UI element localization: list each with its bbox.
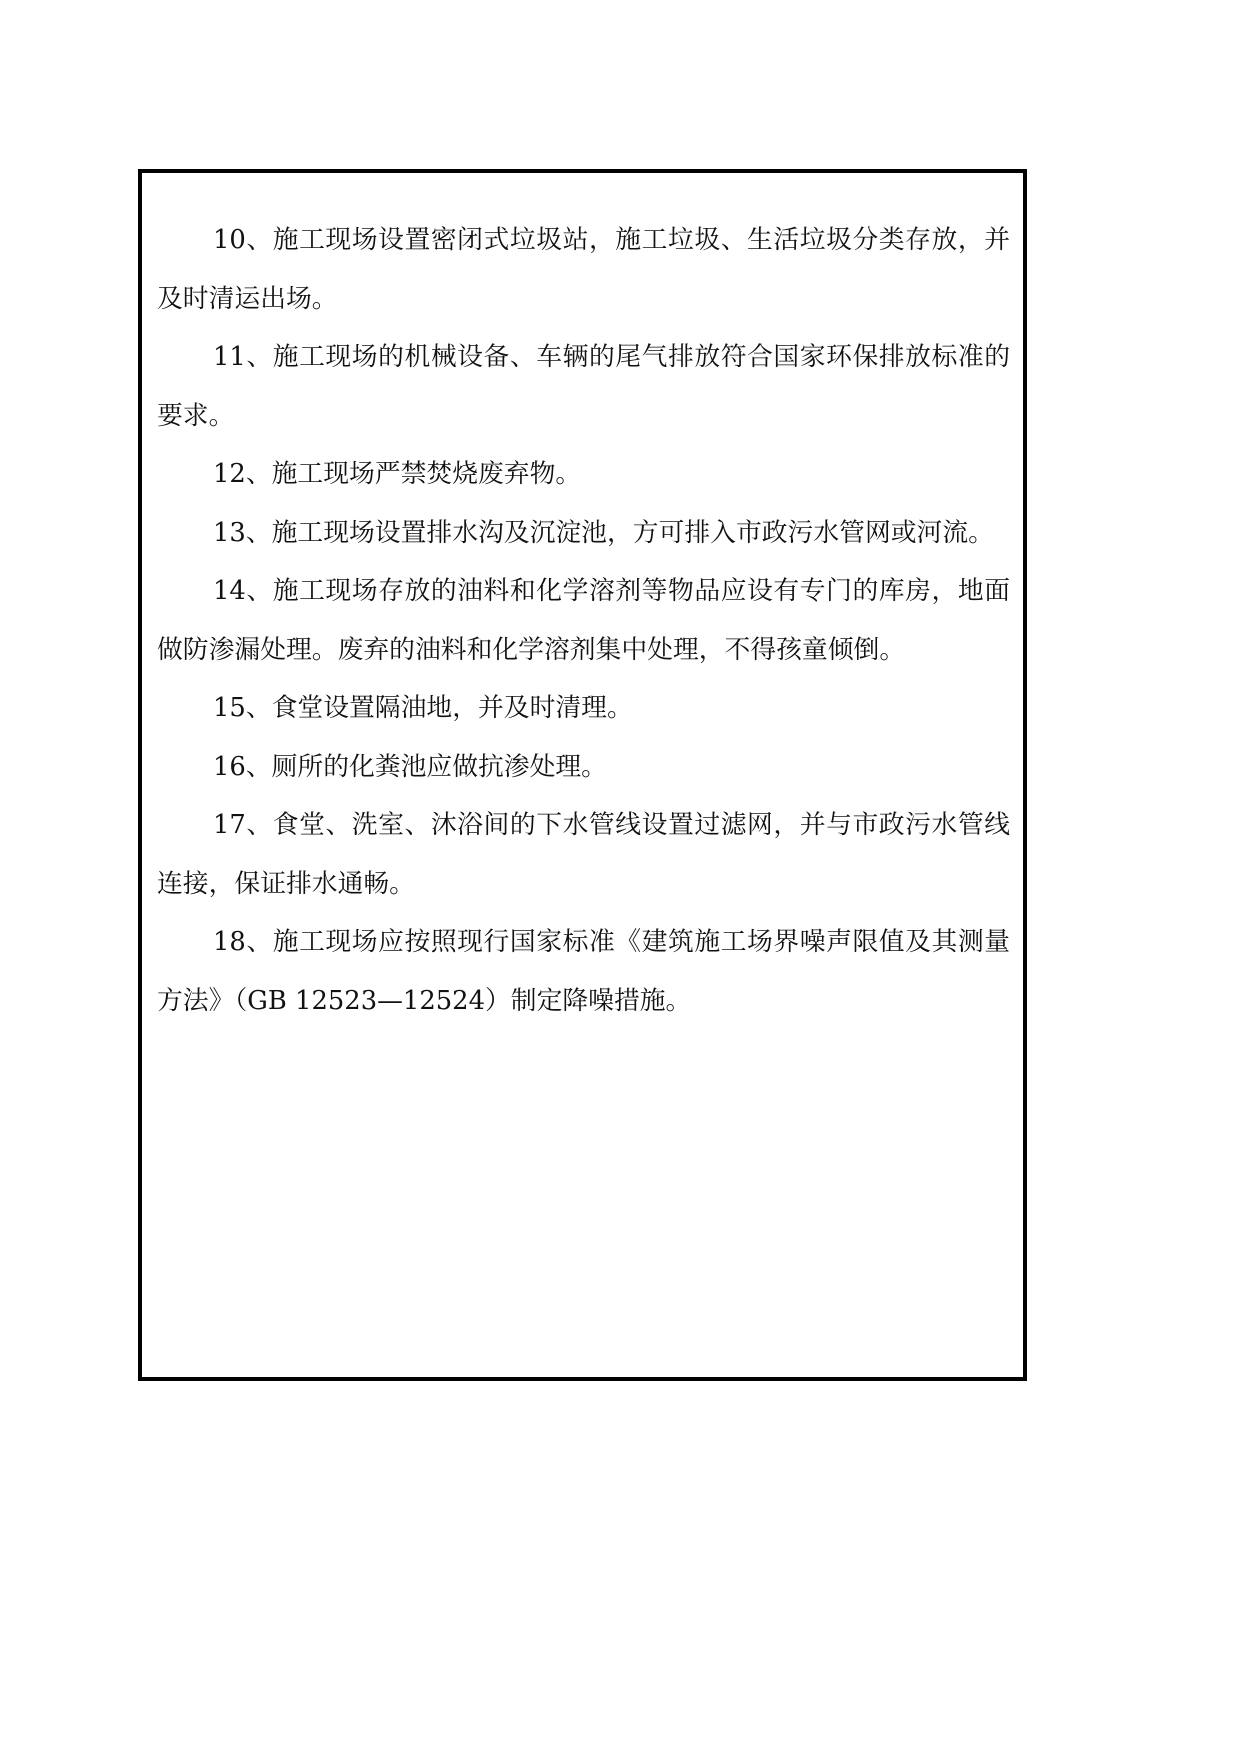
paragraph-13: 13、施工现场设置排水沟及沉淀池，方可排入市政污水管网或河流。	[213, 517, 994, 548]
paragraph-10: 10、施工现场设置密闭式垃圾站，施工垃圾、生活垃圾分类存放，并及时清运出场。	[157, 225, 1010, 314]
content-border-frame	[138, 169, 1027, 1381]
paragraph-15: 15、食堂设置隔油地，并及时清理。	[213, 693, 633, 723]
paragraph-18: 18、施工现场应按照现行国家标准《建筑施工场界噪声限值及其测量方法》（GB 12523—12524）制定降噪措施。	[157, 927, 1010, 1016]
paragraph-11: 11、施工现场的机械设备、车辆的尾气排放符合国家环保排放标准的要求。	[157, 342, 1010, 431]
document-body	[157, 211, 1010, 1030]
paragraph-12: 12、施工现场严禁焚烧废弃物。	[213, 459, 582, 489]
paragraph-16: 16、厕所的化粪池应做抗渗处理。	[213, 751, 607, 782]
paragraph-17: 17、食堂、洗室、沐浴间的下水管线设置过滤网，并与市政污水管线连接，保证排水通畅。	[157, 810, 1010, 899]
paragraph-14: 14、施工现场存放的油料和化学溶剂等物品应设有专门的库房，地面做防渗漏处理。废弃的油料和化学溶剂集中处理，不得孩童倾倒。	[157, 576, 1010, 665]
